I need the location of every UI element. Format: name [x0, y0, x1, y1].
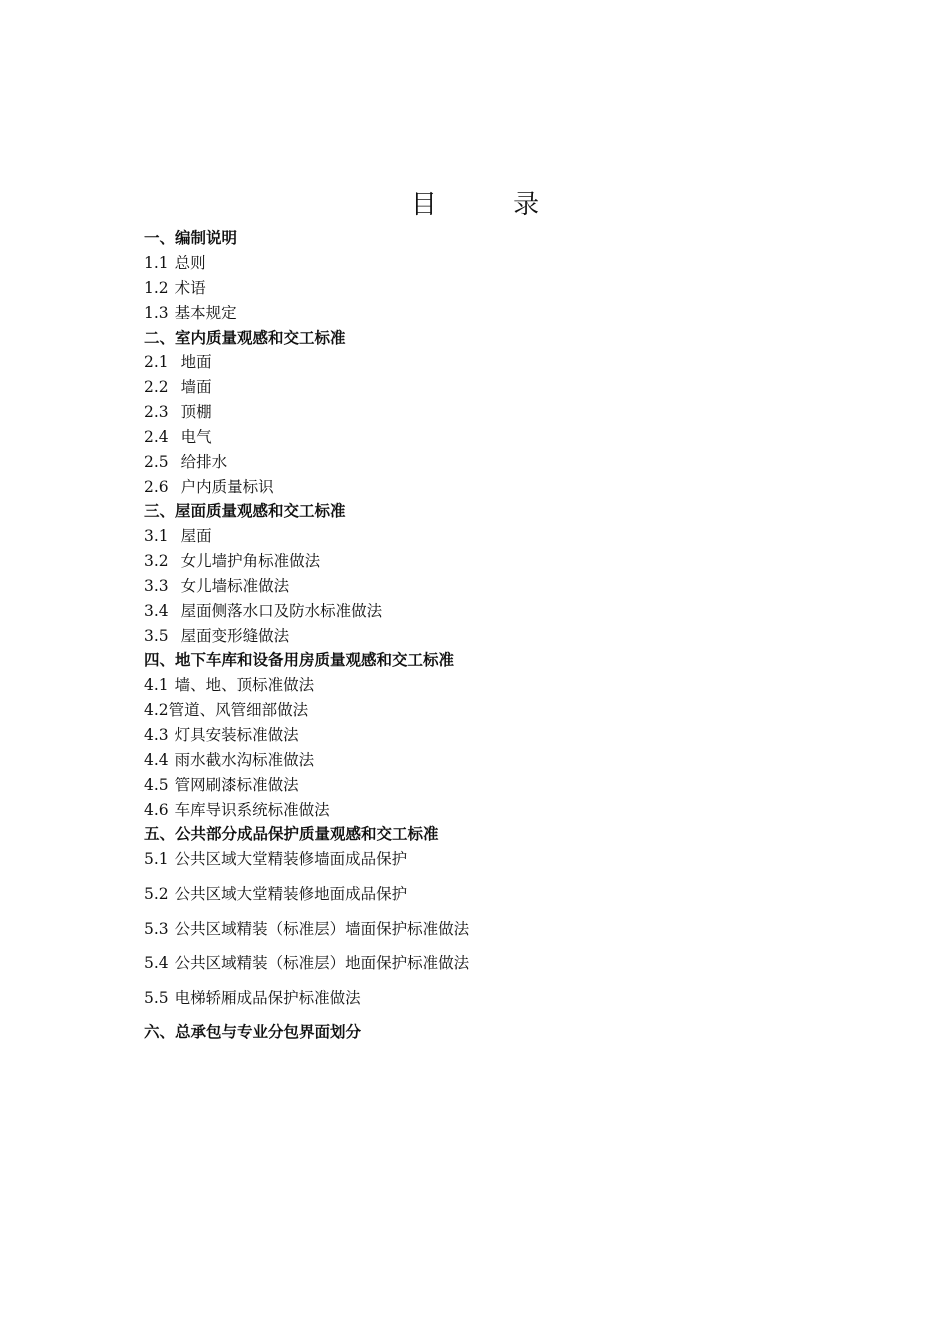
toc-entry [144, 849, 407, 869]
toc-entry-number: 2.3 [144, 403, 169, 421]
toc-entry [144, 601, 382, 621]
toc-entry-label: 女儿墙护角标准做法 [180, 552, 321, 570]
toc-entry-number: 2.5 [144, 453, 169, 471]
toc-entry [144, 700, 308, 720]
toc-entry [144, 988, 361, 1008]
toc-entry-label: 户内质量标识 [180, 478, 274, 496]
toc-entry-label: 总则 [174, 254, 206, 272]
toc-entry-number: 2.4 [144, 428, 169, 446]
page-title: 目 录 [410, 190, 574, 220]
toc-entry-label: 管道、风管细部做法 [168, 701, 309, 719]
toc-entry-label: 公共区域精装（标准层）地面保护标准做法 [174, 954, 470, 972]
toc-entry-number: 2.2 [144, 378, 169, 396]
toc-entry-label: 墙、地、顶标准做法 [174, 676, 315, 694]
toc-entry-label: 五、公共部分成品保护质量观感和交工标准 [144, 825, 439, 843]
toc-entry-label: 二、室内质量观感和交工标准 [144, 329, 346, 347]
toc-entry-label: 公共区域大堂精装修地面成品保护 [174, 885, 408, 903]
toc-entry-number: 4.4 [144, 751, 169, 769]
toc-entry [144, 626, 289, 646]
toc-section-heading [144, 328, 346, 348]
toc-entry-number: 3.5 [144, 627, 169, 645]
toc-entry-label: 车库导识系统标准做法 [174, 801, 330, 819]
toc-entry [144, 278, 206, 298]
toc-entry-number: 5.4 [144, 954, 169, 972]
toc-entry-number: 5.5 [144, 989, 169, 1007]
toc-entry-label: 三、屋面质量观感和交工标准 [144, 502, 346, 520]
toc-entry-label: 顶棚 [180, 403, 212, 421]
toc-entry-number: 2.1 [144, 353, 169, 371]
toc-entry-number: 3.1 [144, 527, 169, 545]
toc-entry [144, 377, 212, 397]
toc-entry [144, 725, 299, 745]
toc-entry-label: 基本规定 [174, 304, 237, 322]
toc-entry-label: 管网刷漆标准做法 [174, 776, 299, 794]
toc-entry-number: 4.2 [144, 701, 169, 719]
toc-entry-label: 屋面变形缝做法 [180, 627, 290, 645]
toc-entry-number: 5.1 [144, 850, 169, 868]
toc-entry [144, 800, 330, 820]
toc-entry-label: 一、编制说明 [144, 229, 238, 247]
toc-entry-label: 电梯轿厢成品保护标准做法 [174, 989, 361, 1007]
toc-entry-label: 四、地下车库和设备用房质量观感和交工标准 [144, 651, 455, 669]
toc-section-heading [144, 650, 454, 670]
toc-entry-label: 墙面 [180, 378, 212, 396]
toc-entry [144, 253, 206, 273]
toc-entry [144, 352, 212, 372]
toc-entry-number: 4.3 [144, 726, 169, 744]
toc-entry-number: 4.5 [144, 776, 169, 794]
toc-section-heading [144, 228, 237, 248]
toc-entry-label: 公共区域大堂精装修墙面成品保护 [174, 850, 408, 868]
toc-entry-number: 1.3 [144, 304, 169, 322]
toc-entry-number: 3.2 [144, 552, 169, 570]
toc-entry [144, 775, 299, 795]
toc-entry [144, 526, 212, 546]
toc-entry [144, 675, 314, 695]
toc-entry-number: 4.6 [144, 801, 169, 819]
toc-entry-label: 地面 [180, 353, 212, 371]
toc-entry [144, 576, 289, 596]
toc-entry [144, 750, 314, 770]
toc-entry-number: 3.4 [144, 602, 169, 620]
toc-entry-label: 电气 [180, 428, 212, 446]
toc-entry-label: 女儿墙标准做法 [180, 577, 290, 595]
toc-entry [144, 953, 469, 973]
toc-section-heading [144, 824, 439, 844]
toc-entry-number: 1.2 [144, 279, 169, 297]
toc-entry-number: 5.3 [144, 920, 169, 938]
toc-entry-label: 屋面侧落水口及防水标准做法 [180, 602, 383, 620]
toc-entry [144, 402, 212, 422]
toc-entry-number: 3.3 [144, 577, 169, 595]
toc-entry-number: 4.1 [144, 676, 169, 694]
toc-entry-label: 灯具安装标准做法 [174, 726, 299, 744]
toc-entry [144, 477, 274, 497]
toc-entry-label: 给排水 [180, 453, 228, 471]
toc-entry-label: 屋面 [180, 527, 212, 545]
toc-entry [144, 884, 407, 904]
toc-entry [144, 427, 212, 447]
toc-entry-label: 雨水截水沟标准做法 [174, 751, 315, 769]
toc-entry [144, 919, 469, 939]
toc-entry-number: 2.6 [144, 478, 169, 496]
toc-entry-label: 术语 [174, 279, 206, 297]
toc-entry [144, 303, 237, 323]
toc-entry [144, 452, 227, 472]
toc-section-heading [144, 1022, 361, 1042]
toc-entry-number: 5.2 [144, 885, 169, 903]
toc-entry-label: 公共区域精装（标准层）墙面保护标准做法 [174, 920, 470, 938]
toc-entry [144, 551, 320, 571]
toc-section-heading [144, 501, 346, 521]
toc-entry-label: 六、总承包与专业分包界面划分 [144, 1023, 362, 1041]
toc-entry-number: 1.1 [144, 254, 169, 272]
